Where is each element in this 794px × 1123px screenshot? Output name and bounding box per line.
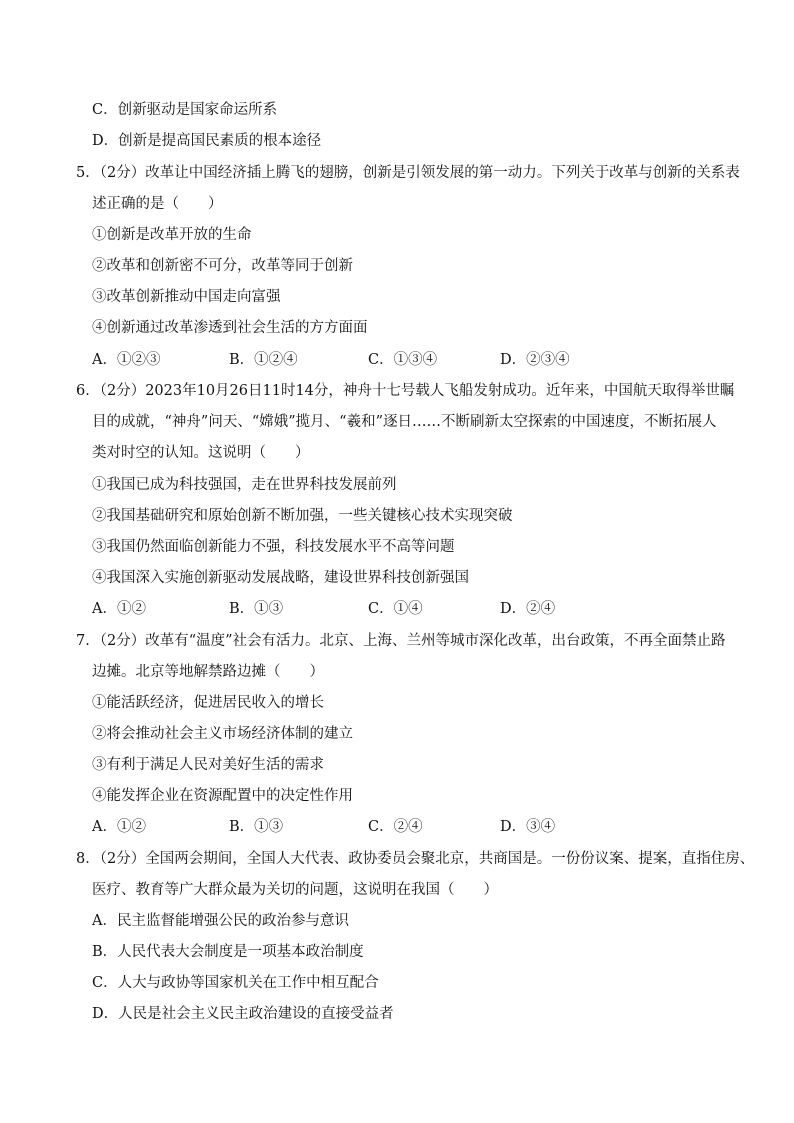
q7-option-d: D．③④: [500, 819, 556, 835]
q6-option-b: B．①③: [229, 601, 284, 617]
q7-item-1: ①能活跃经济，促进居民收入的增长: [92, 695, 324, 711]
q5-option-b: B．①②④: [229, 352, 298, 368]
q7-options: [92, 817, 692, 837]
q7-option-c: C．②④: [368, 819, 423, 835]
q5-stem-line-2: 述正确的是（ ）: [92, 196, 223, 212]
q6-option-c: C．①④: [368, 601, 423, 617]
q5-option-a: A．①②③: [92, 352, 161, 368]
q5-item-4: ④创新通过改革渗透到社会生活的方方面面: [92, 320, 368, 336]
q7-option-b: B．①③: [229, 819, 284, 835]
q7-stem-line-1: 7．（2分）改革有“温度”社会有活力。北京、上海、兰州等城市深化改革，出台政策，不再全面禁止路: [76, 633, 726, 649]
q5-stem-line-1: 5．（2分）改革让中国经济插上腾飞的翅膀，创新是引领发展的第一动力。下列关于改革与创新的关系表: [76, 165, 740, 181]
q6-stem-line-3: 类对时空的认知。这说明（ ）: [92, 445, 310, 461]
q8-stem-line-2: 医疗、教育等广大群众最为关切的问题，这说明在我国（ ）: [92, 882, 498, 898]
q8-option-b: B．人民代表大会制度是一项基本政治制度: [92, 944, 364, 960]
q5-option-c: C．①③④: [368, 352, 438, 368]
q5-item-2: ②改革和创新密不可分，改革等同于创新: [92, 258, 353, 274]
q7-item-3: ③有利于满足人民对美好生活的需求: [92, 757, 324, 773]
q6-item-1: ①我国已成为科技强国，走在世界科技发展前列: [92, 477, 397, 493]
q6-item-3: ③我国仍然面临创新能力不强，科技发展水平不高等问题: [92, 539, 455, 555]
q6-options: [92, 599, 692, 619]
q4-option-c: C．创新驱动是国家命运所系: [92, 102, 278, 118]
q5-options: [92, 350, 692, 370]
q8-option-d: D．人民是社会主义民主政治建设的直接受益者: [92, 1006, 394, 1022]
q6-item-4: ④我国深入实施创新驱动发展战略，建设世界科技创新强国: [92, 570, 469, 586]
q6-stem-line-1: 6．（2分）2023年10月26日11时14分，神舟十七号载人飞船发射成功。近年来，中国航天取得举世瞩: [76, 383, 735, 399]
q4-option-d: D．创新是提高国民素质的根本途径: [92, 133, 322, 149]
q5-option-d: D．②③④: [500, 352, 570, 368]
q7-stem-line-2: 边摊。北京等地解禁路边摊（ ）: [92, 664, 324, 680]
q5-item-1: ①创新是改革开放的生命: [92, 227, 252, 243]
q5-item-3: ③改革创新推动中国走向富强: [92, 289, 281, 305]
q8-option-c: C．人大与政协等国家机关在工作中相互配合: [92, 975, 379, 991]
q8-stem-line-1: 8．（2分）全国两会期间，全国人大代表、政协委员会聚北京，共商国是。一份份议案、提案，直指住房、: [76, 851, 755, 867]
q7-option-a: A．①②: [92, 819, 146, 835]
q7-item-2: ②将会推动社会主义市场经济体制的建立: [92, 726, 353, 742]
q6-stem-line-2: 目的成就，“神舟”问天、“嫦娥”揽月、“羲和”逐日……不断刷新太空探索的中国速度，不断拓展人: [92, 414, 717, 430]
q6-item-2: ②我国基础研究和原始创新不断加强，一些关键核心技术实现突破: [92, 508, 513, 524]
q6-option-a: A．①②: [92, 601, 146, 617]
q6-option-d: D．②④: [500, 601, 556, 617]
q8-option-a: A．民主监督能增强公民的政治参与意识: [92, 913, 349, 929]
q7-item-4: ④能发挥企业在资源配置中的决定性作用: [92, 788, 353, 804]
